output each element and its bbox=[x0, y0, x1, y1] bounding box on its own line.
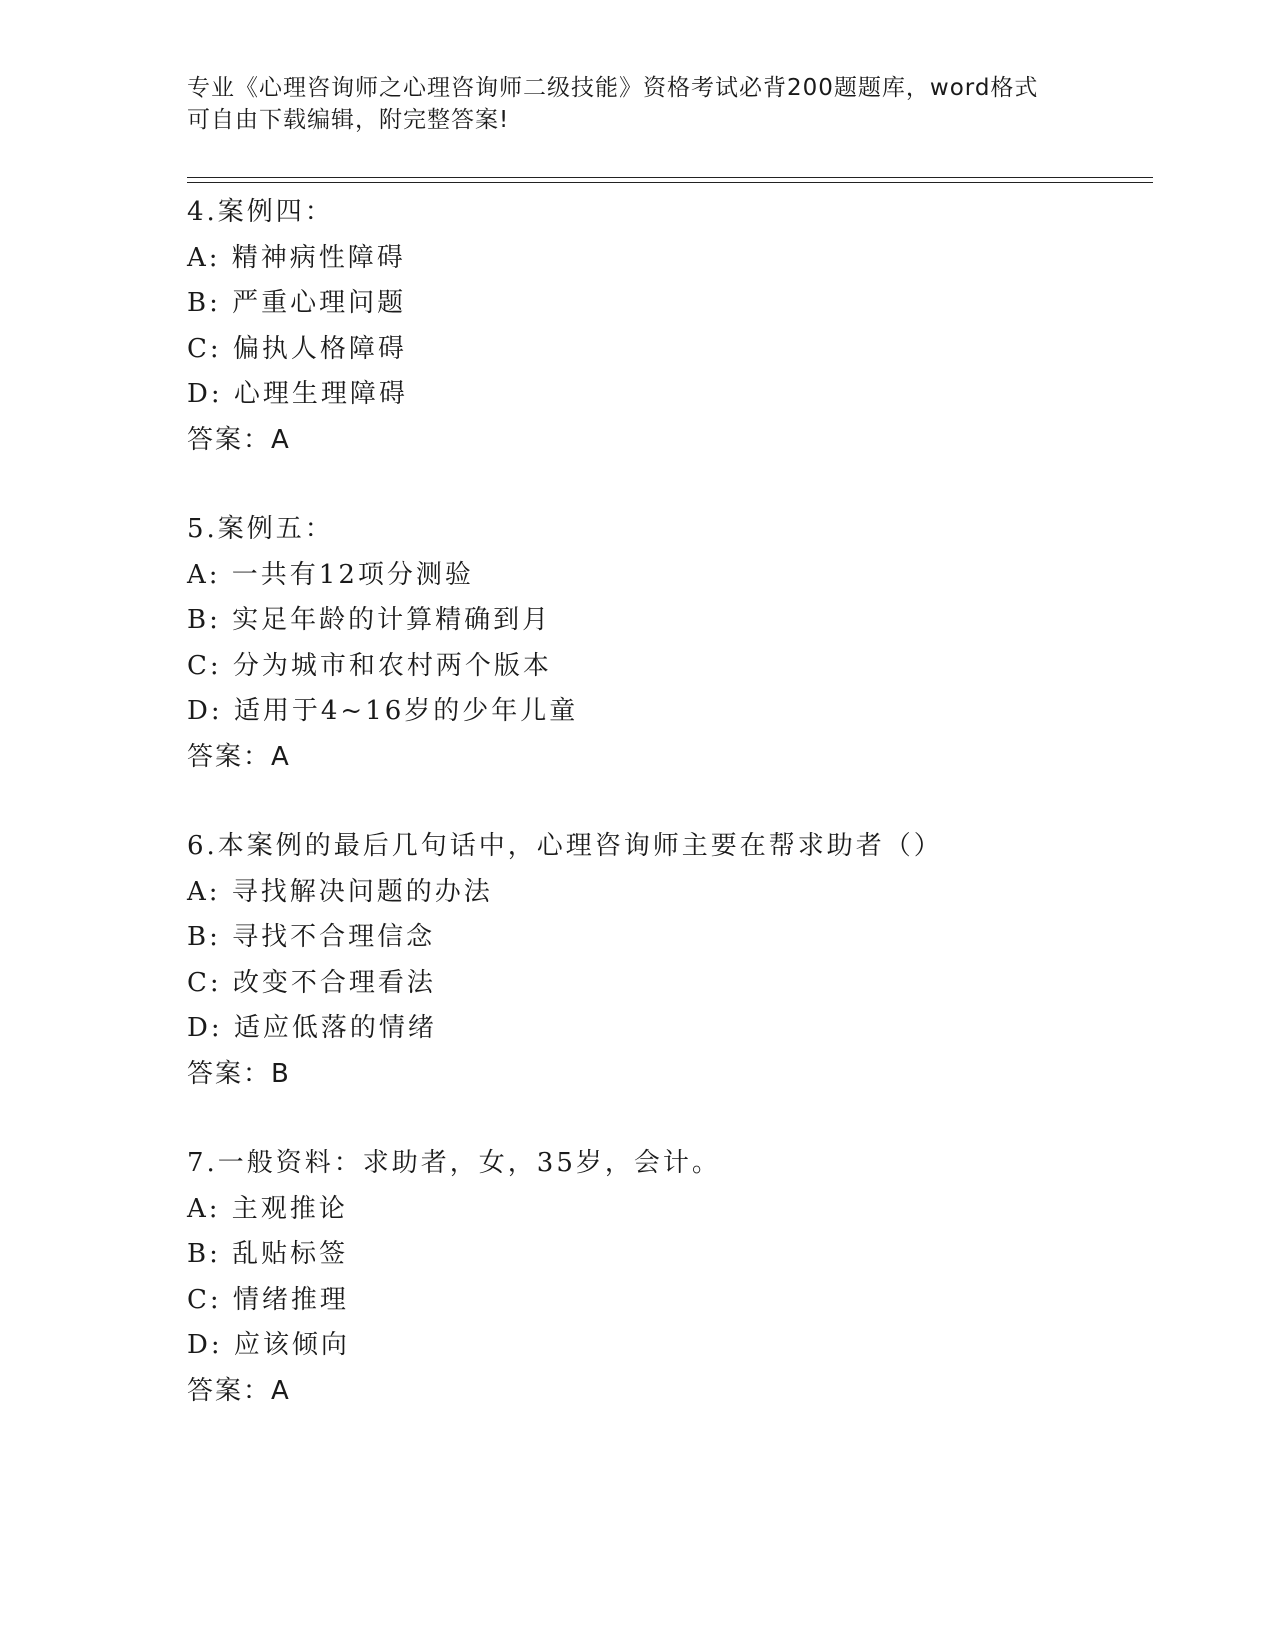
header-line-1: 专业《心理咨询师之心理咨询师二级技能》资格考试必背200题题库，word格式 bbox=[187, 75, 1039, 101]
answer-line: 答案：A bbox=[187, 1375, 291, 1406]
question-stem: 5.案例五： bbox=[187, 514, 334, 544]
option-b: B: 实足年龄的计算精确到月 bbox=[187, 605, 552, 635]
question-4 bbox=[187, 190, 1153, 463]
option-c: C: 分为城市和农村两个版本 bbox=[187, 650, 552, 681]
question-5 bbox=[187, 507, 1153, 780]
question-6 bbox=[187, 824, 1153, 1097]
header-divider-bottom bbox=[187, 182, 1153, 183]
option-b: B: 寻找不合理信念 bbox=[187, 922, 436, 952]
answer-line: 答案：B bbox=[187, 1058, 291, 1089]
option-d: D: 适应低落的情绪 bbox=[187, 1013, 437, 1043]
header-divider-top bbox=[187, 177, 1153, 178]
option-b: B: 严重心理问题 bbox=[187, 288, 407, 318]
header-line-2: 可自由下载编辑，附完整答案! bbox=[187, 107, 510, 133]
question-stem: 6.本案例的最后几句话中，心理咨询师主要在帮求助者（） bbox=[187, 831, 943, 861]
option-c: C: 偏执人格障碍 bbox=[187, 333, 407, 364]
option-a: A: 寻找解决问题的办法 bbox=[187, 876, 493, 907]
question-stem: 7.一般资料：求助者，女，35岁，会计。 bbox=[187, 1148, 721, 1178]
answer-line: 答案：A bbox=[187, 741, 291, 772]
answer-line: 答案：A bbox=[187, 424, 291, 455]
option-a: A: 一共有12项分测验 bbox=[187, 559, 474, 590]
option-d: D: 适用于4~16岁的少年儿童 bbox=[187, 696, 579, 726]
option-b: B: 乱贴标签 bbox=[187, 1239, 349, 1269]
document-header bbox=[187, 72, 1087, 136]
option-d: D: 应该倾向 bbox=[187, 1330, 350, 1360]
question-7 bbox=[187, 1141, 1153, 1414]
option-a: A: 主观推论 bbox=[187, 1193, 348, 1224]
option-c: C: 情绪推理 bbox=[187, 1284, 349, 1315]
option-a: A: 精神病性障碍 bbox=[187, 242, 406, 273]
option-d: D: 心理生理障碍 bbox=[187, 379, 408, 409]
question-list bbox=[187, 190, 1153, 1458]
question-stem: 4.案例四： bbox=[187, 197, 334, 227]
option-c: C: 改变不合理看法 bbox=[187, 967, 436, 998]
